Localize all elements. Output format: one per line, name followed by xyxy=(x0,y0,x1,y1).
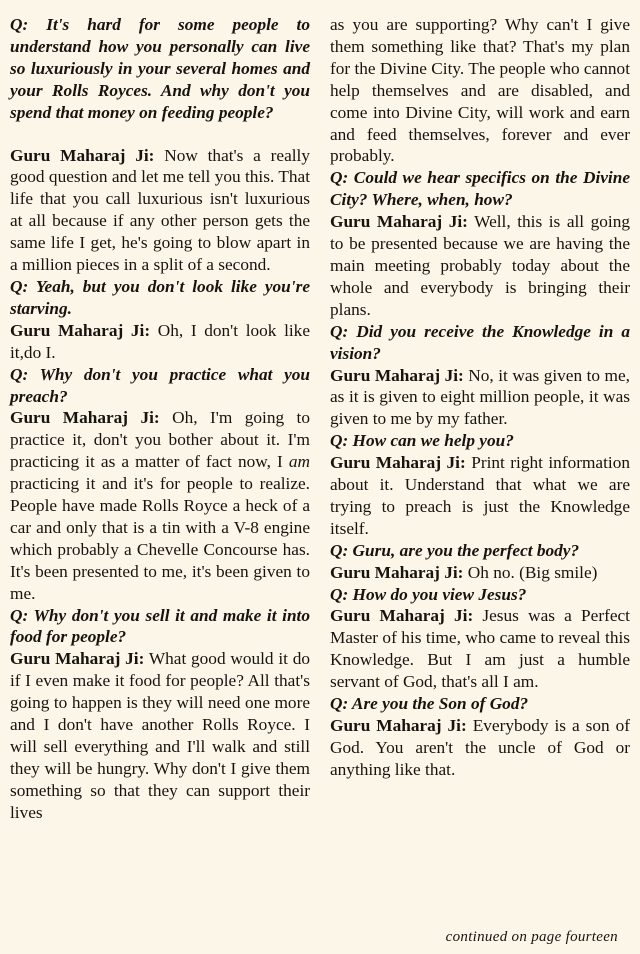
answer-text: Oh, I don't look like it,do I. xyxy=(10,320,310,362)
answer-text: No, it was given to me, as it is given to eight million people, it was given to me by my father. xyxy=(330,365,630,429)
answer xyxy=(10,320,310,364)
speaker-label: Guru Maharaj Ji: xyxy=(10,320,151,340)
answer xyxy=(330,365,630,431)
answer xyxy=(10,407,310,604)
speaker-label: Guru Maharaj Ji: xyxy=(330,562,464,582)
question: Q: How do you view Jesus? xyxy=(330,584,527,604)
answer-text: Well, this is all going to be presented because we are having the main meeting probably today about the whole and everybody is bringing their plans. xyxy=(330,212,630,319)
speaker-label: Guru Maharaj Ji: xyxy=(330,212,468,232)
answer-text: practicing it and it's for people to realize. People have made Rolls Royce a heck of a car and only that is a tin with a V-8 engine which probably a Chevelle Concourse has. It's been presented to me, it's been given to me. xyxy=(10,474,310,603)
question: Q: Why don't you practice what you preach? xyxy=(10,364,310,406)
answer-continuation: as you are supporting? Why can't I give them something like that? That's my plan for the Divine City. The people who cannot help themselves and are disabled, and come into Divine City, will work and earn and feed themselves, forever and ever probably. xyxy=(330,15,630,166)
answer xyxy=(330,715,630,781)
answer-text: Oh, I'm going to practice it, don't you bother about it. I'm practicing it as a matter of fact now, I xyxy=(10,408,310,472)
speaker-label: Guru Maharaj Ji: xyxy=(330,606,474,626)
question: Q: How can we help you? xyxy=(330,431,514,451)
speaker-label: Guru Maharaj Ji: xyxy=(10,145,155,165)
answer-text: What good would it do if I even make it food for people? All that's going to happen is they will need one more and I don't have another Rolls Royce. I will sell everything and I'll walk and still they will be hungry. Why don't I give them something so that they can support their lives xyxy=(10,649,310,822)
answer-text: Print right information about it. Understand that what we are trying to preach is just the Knowledge itself. xyxy=(330,453,630,538)
right-column xyxy=(330,14,630,954)
answer-text: Now that's a really good question and let me tell you this. That life that you call luxurious isn't luxurious at all because if any other person gets the same life I get, he's going to blow apart in a million pieces in a split of a second. xyxy=(10,145,310,275)
answer-text: Everybody is a son of God. You aren't the uncle of God or anything like that. xyxy=(330,716,630,779)
speaker-label: Guru Maharaj Ji: xyxy=(10,408,160,428)
question: Q: It's hard for some people to understand how you personally can live so luxuriously in your several homes and your Rolls Royces. And why don't you spend that money on feeding people? xyxy=(10,15,310,122)
emphasis-text: am xyxy=(288,452,310,472)
speaker-label: Guru Maharaj Ji: xyxy=(330,716,467,735)
answer xyxy=(330,605,630,693)
question: Q: Did you receive the Knowledge in a vision? xyxy=(330,321,630,363)
answer xyxy=(330,211,630,321)
left-column xyxy=(10,14,310,954)
question: Q: Could we hear specifics on the Divine City? Where, when, how? xyxy=(330,168,630,210)
question: Q: Yeah, but you don't look like you're starving. xyxy=(10,276,310,318)
question: Q: Guru, are you the perfect body? xyxy=(330,540,580,560)
answer xyxy=(330,452,630,540)
answer xyxy=(10,145,310,276)
answer xyxy=(10,648,310,823)
answer xyxy=(330,562,630,584)
question: Q: Are you the Son of God? xyxy=(330,694,529,714)
answer-text: Jesus was a Perfect Master of his time, who came to reveal this Knowledge. But I am just a humble servant of God, that's all I am. xyxy=(330,606,630,692)
speaker-label: Guru Maharaj Ji: xyxy=(330,365,464,385)
continued-note: continued on page fourteen xyxy=(445,929,618,945)
answer-text: Oh no. (Big smile) xyxy=(467,562,598,582)
question: Q: Why don't you sell it and make it into food for people? xyxy=(10,605,310,647)
speaker-label: Guru Maharaj Ji: xyxy=(10,649,145,669)
speaker-label: Guru Maharaj Ji: xyxy=(330,453,466,473)
